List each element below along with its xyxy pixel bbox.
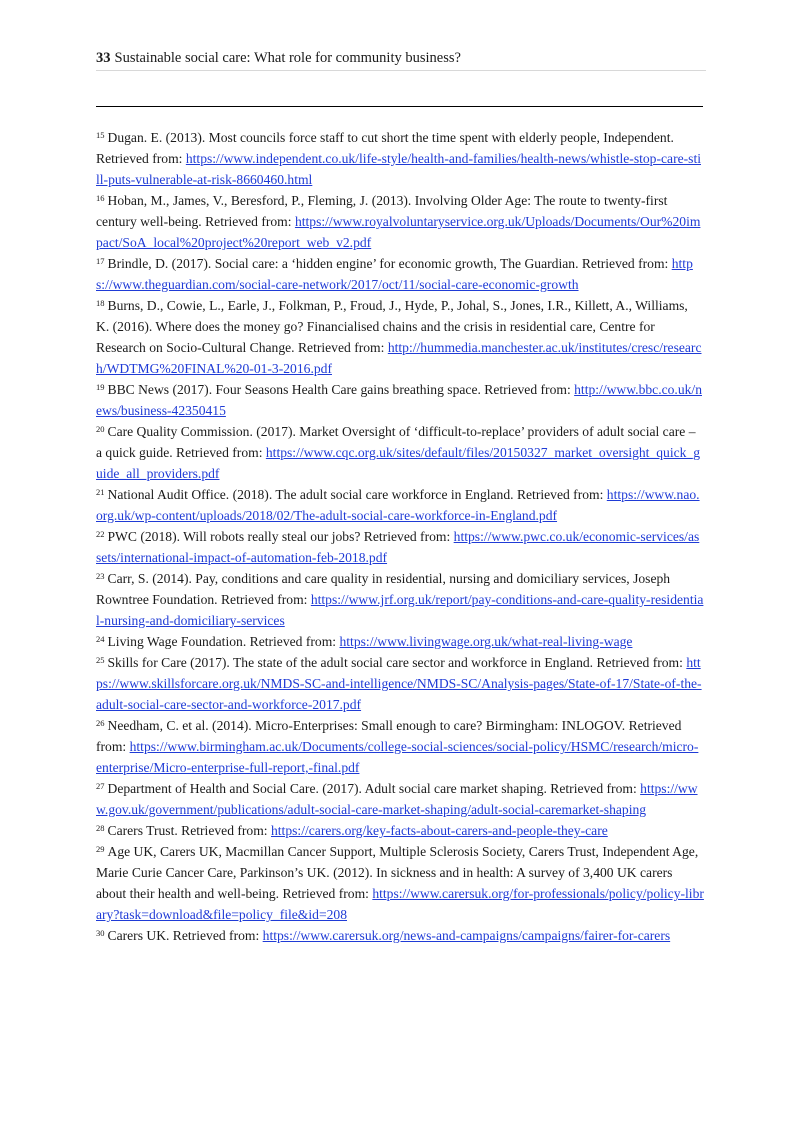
footnote-link[interactable]: https://www.cqc.org.uk/sites/default/files/20150327_market_oversight_quick_guide_all_providers.pdf (96, 445, 701, 481)
footnote-17 (96, 253, 704, 295)
footnote-text: Department of Health and Social Care. (2017). Adult social care market shaping. Retrieved from: (107, 781, 641, 796)
footnote-18 (96, 295, 704, 379)
footnote-number: 24 (96, 634, 105, 644)
footnote-27 (96, 778, 704, 820)
footnote-link[interactable]: https://www.gov.uk/government/publications/adult-social-care-market-shaping/adult-social-caremarket-shaping (96, 781, 698, 817)
footnote-link[interactable]: https://www.skillsforcare.org.uk/NMDS-SC-and-intelligence/NMDS-SC/Analysis-pages/State-of-17/State-of-the-adult-social-care-sector-and-workforce-2017.pdf (96, 655, 702, 712)
footnote-text: Skills for Care (2017). The state of the adult social care sector and workforce in England. Retrieved from: (107, 655, 687, 670)
footnote-text: Carers Trust. Retrieved from: (107, 823, 271, 838)
footnote-separator (96, 106, 703, 107)
footnote-number: 26 (96, 718, 105, 728)
footnote-text: Dugan. E. (2013). Most councils force staff to cut short the time spent with elderly people, Independent. Retrieved from: (96, 130, 674, 166)
footnote-20 (96, 421, 704, 484)
document-title: Sustainable social care: What role for community business? (114, 50, 461, 66)
footnote-number: 20 (96, 424, 105, 434)
footnote-text: BBC News (2017). Four Seasons Health Care gains breathing space. Retrieved from: (107, 382, 575, 397)
footnote-number: 25 (96, 655, 105, 665)
footnote-text: Care Quality Commission. (2017). Market Oversight of ‘difficult-to-replace’ providers of adult social care – a quick guide. Retrieved from: (96, 424, 696, 460)
footnote-link[interactable]: https://www.theguardian.com/social-care-network/2017/oct/11/social-care-economic-growth (96, 256, 693, 292)
footnote-number: 22 (96, 529, 105, 539)
footnote-28 (96, 820, 704, 841)
footnote-text: PWC (2018). Will robots really steal our jobs? Retrieved from: (107, 529, 454, 544)
footnote-link[interactable]: https://www.royalvoluntaryservice.org.uk/Uploads/Documents/Our%20impact/SoA_local%20project%20report_web_v2.pdf (96, 214, 701, 250)
footnote-text: Burns, D., Cowie, L., Earle, J., Folkman, P., Froud, J., Hyde, P., Johal, S., Jones, I.R., Killett, A., Williams, K. (2016). Where does the money go? Financialised chains and the crisis in residential care, Centre for Research on Socio-Cultural Change. Retrieved from: (96, 298, 688, 355)
footnote-number: 15 (96, 130, 105, 140)
footnote-text: Carers UK. Retrieved from: (107, 928, 263, 943)
footnote-30 (96, 925, 704, 946)
footnote-29 (96, 841, 704, 925)
footnote-22 (96, 526, 704, 568)
footnote-23 (96, 568, 704, 631)
footnote-link[interactable]: https://www.livingwage.org.uk/what-real-living-wage (339, 634, 633, 649)
page-header (96, 48, 706, 71)
footnote-text: Age UK, Carers UK, Macmillan Cancer Support, Multiple Sclerosis Society, Carers Trust, Independent Age, Marie Curie Cancer Care, Parkinson’s UK. (2012). In sickness and in health: A survey of 3,400 UK carers about their health and well-being. Retrieved from: (96, 844, 699, 901)
footnote-number: 16 (96, 193, 105, 203)
footnote-number: 23 (96, 571, 105, 581)
footnote-19 (96, 379, 704, 421)
footnote-number: 18 (96, 298, 105, 308)
footnote-25 (96, 652, 704, 715)
footnote-21 (96, 484, 704, 526)
footnote-text: Brindle, D. (2017). Social care: a ‘hidden engine’ for economic growth, The Guardian. Retrieved from: (107, 256, 672, 271)
footnote-16 (96, 190, 704, 253)
footnote-number: 28 (96, 823, 105, 833)
footnote-text: National Audit Office. (2018). The adult social care workforce in England. Retrieved from: (107, 487, 607, 502)
footnote-link[interactable]: https://www.birmingham.ac.uk/Documents/college-social-sciences/social-policy/HSMC/research/micro-enterprise/Micro-enterprise-full-report,-final.pdf (96, 739, 699, 775)
footnote-number: 29 (96, 844, 105, 854)
footnote-link[interactable]: https://www.jrf.org.uk/report/pay-conditions-and-care-quality-residential-nursing-and-domiciliary-services (96, 592, 704, 628)
footnote-link[interactable]: https://www.carersuk.org/news-and-campaigns/campaigns/fairer-for-carers (262, 928, 671, 943)
footnote-number: 21 (96, 487, 105, 497)
footnote-text: Needham, C. et al. (2014). Micro-Enterprises: Small enough to care? Birmingham: INLOGOV. Retrieved from: (96, 718, 682, 754)
footnote-link[interactable]: https://www.nao.org.uk/wp-content/uploads/2018/02/The-adult-social-care-workforce-in-England.pdf (96, 487, 700, 523)
footnote-link[interactable]: http://hummedia.manchester.ac.uk/institutes/cresc/research/WDTMG%20FINAL%20-01-3-2016.pdf (96, 340, 702, 376)
footnote-text: Hoban, M., James, V., Beresford, P., Fleming, J. (2013). Involving Older Age: The route to twenty-first century well-being. Retrieved from: (96, 193, 668, 229)
page-number: 33 (96, 50, 111, 66)
footnote-link[interactable]: https://www.pwc.co.uk/economic-services/assets/international-impact-of-automation-feb-2018.pdf (96, 529, 700, 565)
footnote-15 (96, 127, 704, 190)
footnote-26 (96, 715, 704, 778)
footnote-number: 27 (96, 781, 105, 791)
footnote-link[interactable]: http://www.bbc.co.uk/news/business-42350415 (96, 382, 702, 418)
footnote-link[interactable]: https://www.carersuk.org/for-professionals/policy/policy-library?task=download&file=policy_file&id=208 (96, 886, 704, 922)
footnotes-list (96, 127, 704, 946)
footnote-number: 30 (96, 928, 105, 938)
footnote-text: Carr, S. (2014). Pay, conditions and care quality in residential, nursing and domiciliary services, Joseph Rowntree Foundation. Retrieved from: (96, 571, 671, 607)
footnote-number: 19 (96, 382, 105, 392)
footnote-number: 17 (96, 256, 105, 266)
footnote-link[interactable]: https://www.independent.co.uk/life-style/health-and-families/health-news/whistle-stop-care-still-puts-vulnerable-at-risk-8660460.html (96, 151, 701, 187)
footnote-text: Living Wage Foundation. Retrieved from: (107, 634, 340, 649)
footnote-24 (96, 631, 704, 652)
footnote-link[interactable]: https://carers.org/key-facts-about-carers-and-people-they-care (270, 823, 608, 838)
